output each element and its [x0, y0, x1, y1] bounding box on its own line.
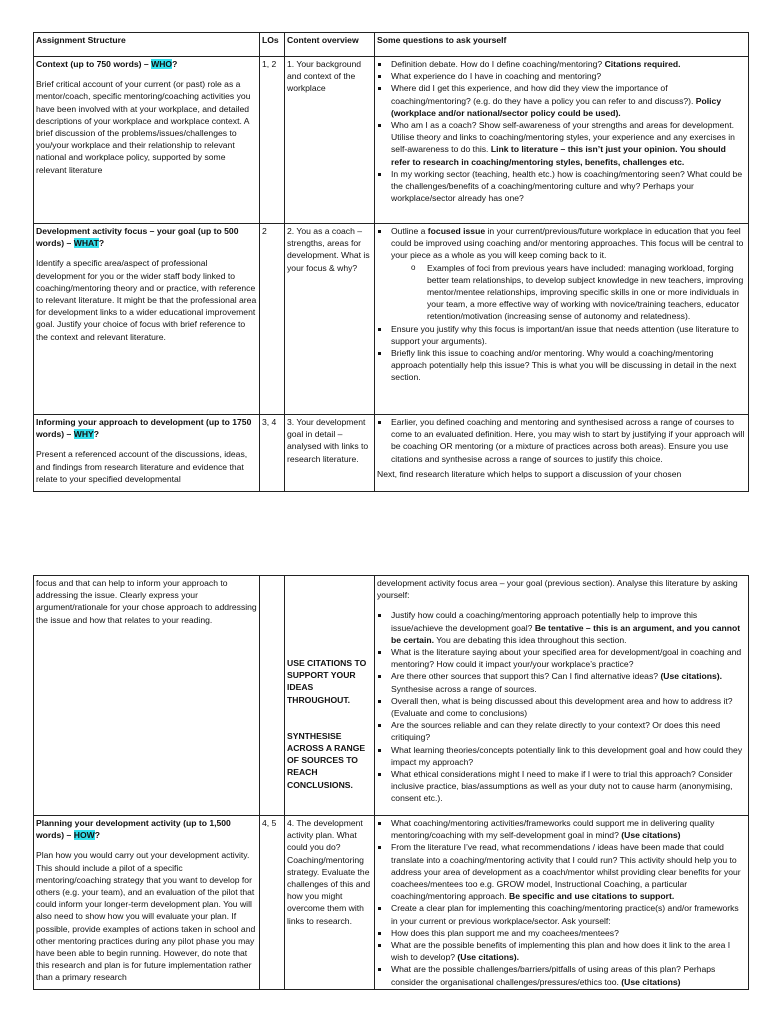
list-item: o Examples of foci from previous years have included: managing workload, forging better team relationships, to develop subject knowledge in new teachers, improving mentor/mentee relationships, improving specific skills in one or more individuals in your team, a more effective way of working with novice/training teachers, educator retention/motivation (increasing sense of autonomy and relatedness).: [391, 262, 746, 323]
informing-los-cont: [260, 576, 285, 816]
table-header-row: [34, 33, 749, 57]
table-row-development-focus: [34, 224, 749, 415]
context-questions: [375, 57, 749, 224]
list-item: Briefly link this issue to coaching and/or mentoring. Why would a coaching/mentoring approach potentially help this issue? This is what you will be discussing in detail in the next section.: [377, 347, 746, 384]
devfocus-los: 2: [260, 224, 285, 415]
list-item: From the literature I’ve read, what recommendations / ideas have been made that could translate into a coaching/mentoring activity that I could run? This activity should help you to address your area of development as a coach/mentor whilst providing clear benefits for your coachees/mentees too e.g. GROW model, Instructional Coaching, a particular coaching/mentoring approach. Be specific and use citations to support.: [377, 841, 746, 902]
header-assignment-structure: Assignment Structure: [34, 33, 260, 57]
header-content-overview: Content overview: [285, 33, 375, 57]
list-item: In my working sector (teaching, health etc.) how is coaching/mentoring seen? What could be the challenges/benefits of a coaching/mentoring culture and why? Perhaps your workplace/sector already has one?: [377, 168, 746, 205]
informing-next-text: Next, find research literature which helps to support a discussion of your chosen: [377, 468, 682, 479]
header-los: LOs: [260, 33, 285, 57]
list-item: Earlier, you defined coaching and mentoring and synthesised across a range of courses to come to an evaluated definition. Here, you may wish to start by justifying if your approach will be coaching OR mentoring (or a mixture of practices across both areas). Ensure you use citations and synthesise across a range of sources to justify this choice.: [377, 416, 746, 465]
informing-structure-cell: [34, 415, 260, 492]
planning-overview: 4. The development activity plan. What could you do? Coaching/mentoring strategy. Evaluate the challenges of this and how you might overcome them with links to research.: [285, 816, 375, 990]
context-overview: 1. Your background and context of the workplace: [285, 57, 375, 224]
who-highlight: WHO: [151, 59, 173, 69]
citations-note: USE CITATIONS TO SUPPORT YOUR IDEAS THROUGHOUT.: [287, 658, 367, 705]
informing-notes-cell: [285, 576, 375, 816]
list-item: Create a clear plan for implementing this coaching/mentoring practice(s) and/or frameworks in your current or previous workplace/sector. Ask yourself:: [377, 902, 746, 926]
devfocus-overview: 2. You as a coach – strengths, areas for development. What is your focus & why?: [285, 224, 375, 415]
informing-description: Present a referenced account of the discussions, ideas, and findings from research literature and evidence that relate to your specified developmental: [36, 449, 248, 484]
informing-questions-cont: [375, 576, 749, 816]
informing-questions: [375, 415, 749, 492]
informing-overview: 3. Your development goal in detail – analysed with links to research literature.: [285, 415, 375, 492]
list-item: What is the literature saying about your specified area for development/goal in coaching and mentoring? How could it impact your/your workplace’s practice?: [377, 646, 746, 670]
list-item: Are there other sources that support this? Can I find alternative ideas? (Use citations). Synthesise across a range of sources.: [377, 670, 746, 694]
informing-structure-cell-cont: [34, 576, 260, 816]
list-item: Outline a focused issue in your current/previous/future workplace in education that you feel could be improved using coaching and/or mentoring approaches. This focus will be central to your piece as a whole as you will keep coming back to it. o Examples of foci from previous years have included: managing workload, forging better team relationships, to develop subject knowledge in new teachers, improving mentor/mentee relationships, improving specific skills in one or more individuals in your team, a more effective way of working with novice/training teachers, educator retention/motivation (increasing sense of autonomy and relatedness).: [377, 225, 746, 323]
document-page-2: [33, 575, 748, 990]
table-row-informing-continued: [34, 576, 749, 816]
list-item: How does this plan support me and my coachees/mentees?: [377, 927, 746, 939]
list-item: Ensure you justify why this focus is important/an issue that needs attention (use literature to support your arguments).: [377, 323, 746, 347]
planning-description: Plan how you would carry out your development activity. This should include a pilot of a specific mentoring/coaching strategy that you want to develop for others (e.g. your team), and an evaluation of the pilot that could inform your longer-term development plan. You will also need to show how you will evaluate your plan. If possible, provide examples of actions taken in school and other mentoring practices during any pilot phase you may have been able to begin running. However, do note that this research and plan is for future implementation rather than a primary research: [36, 850, 256, 983]
list-item: Who am I as a coach? Show self-awareness of your strengths and areas for development. Utilise theory and links to coaching/mentoring styles, your experience and any exercises in self-awareness to do this. Link to literature – this isn’t just your opinion. You should refer to research in coaching/mentoring styles, benefits, challenges etc.: [377, 119, 746, 168]
why-highlight: WHY: [73, 429, 94, 440]
list-item: What ethical considerations might I need to make if I were to trial this approach? Consider inclusive practice, bias/assumptions as well as your duty not to cause harm (anonymising, consent etc.).: [377, 768, 746, 805]
devfocus-description: Identify a specific area/aspect of professional development for you or the wider staff body linked to coaching/mentoring theory and or practice, with reference to relevant literature. It might be that the professional area for development links to a wider educational improvement goal. Justify your choice of focus with brief reference to the context and relevant literature.: [36, 258, 257, 342]
list-item: Overall then, what is being discussed about this development area and how to address it? (Evaluate and come to conclusions): [377, 695, 746, 719]
how-highlight: HOW: [73, 830, 95, 841]
devfocus-heading: Development activity focus – your goal (up to 500 words) – WHAT?: [36, 226, 239, 249]
synthesise-note: SYNTHESISE ACROSS A RANGE OF SOURCES TO REACH CONCLUSIONS.: [287, 730, 366, 790]
list-item: Are the sources reliable and can they relate directly to your context? Or does this need critiquing?: [377, 719, 746, 743]
informing-description-cont: focus and that can help to inform your approach to addressing the issue. Clearly express your argument/rationale for your chose approach to addressing the issue and how that relates to your reading.: [36, 578, 257, 625]
document-page-1: [33, 32, 748, 492]
devfocus-questions: [375, 224, 749, 415]
context-los: 1, 2: [260, 57, 285, 224]
context-heading: Context (up to 750 words) – WHO?: [36, 59, 178, 69]
assignment-structure-table: [33, 32, 749, 492]
list-item: Where did I get this experience, and how did they view the importance of coaching/mentoring? (e.g. do they have a policy you can refer to and discuss?). Policy (workplace and/or national/sector policy could be used).: [377, 82, 746, 119]
devfocus-structure-cell: [34, 224, 260, 415]
planning-heading: Planning your development activity (up to 1,500 words) – HOW?: [36, 818, 231, 841]
context-structure-cell: [34, 57, 260, 224]
what-highlight: WHAT: [73, 238, 99, 249]
list-item: What are the possible challenges/barriers/pitfalls of using areas of this plan? Perhaps consider the organisational challenges/pressures/ethics too. (Use citations): [377, 963, 746, 987]
planning-questions: [375, 816, 749, 990]
informing-los: 3, 4: [260, 415, 285, 492]
planning-los: 4, 5: [260, 816, 285, 990]
list-item: What learning theories/concepts potentially link to this development goal and how could they impact my approach?: [377, 744, 746, 768]
list-item: What experience do I have in coaching and mentoring?: [377, 70, 746, 82]
table-row-informing: [34, 415, 749, 492]
informing-heading: Informing your approach to development (up to 1750 words) – WHY?: [36, 417, 252, 440]
context-description: Brief critical account of your current (or past) role as a mentor/coach, specific mentoring/coaching activities you have been involved with at your workplace, and detailed descriptions of your workplace and workplace context. A brief discussion of the problems/issues/challenges to you/your workplace and their relationship to relevant national and workplace policy, supported by some relevant literature: [36, 79, 251, 175]
assignment-structure-table-continued: [33, 575, 749, 990]
list-item: Definition debate. How do I define coaching/mentoring? Citations required.: [377, 58, 746, 70]
header-questions: Some questions to ask yourself: [375, 33, 749, 57]
informing-next-text-cont: development activity focus area – your goal (previous section). Analyse this literature by asking yourself:: [377, 578, 738, 601]
list-item: What coaching/mentoring activities/frameworks could support me in delivering quality mentoring/coaching with my self-development goal in mind? (Use citations): [377, 817, 746, 841]
table-row-planning: [34, 816, 749, 990]
table-row-context: [34, 57, 749, 224]
list-item: Justify how could a coaching/mentoring approach potentially help to improve this issue/achieve the development goal? Be tentative – this is an argument, and you cannot be certain. You are debating this idea throughout this section.: [377, 609, 746, 646]
list-item: What are the possible benefits of implementing this plan and how does it link to the area I wish to develop? (Use citations).: [377, 939, 746, 963]
planning-structure-cell: [34, 816, 260, 990]
